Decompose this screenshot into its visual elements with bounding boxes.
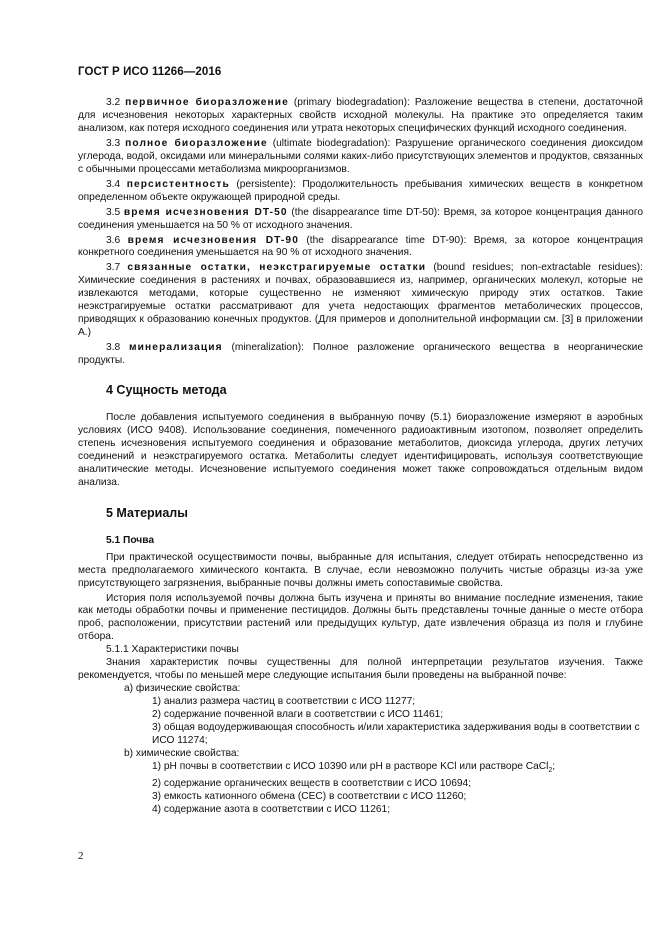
list-item-b3: 3) емкость катионного обмена (CEC) в соответствии с ИСО 11260; xyxy=(152,790,467,802)
definition-3-6 xyxy=(78,235,643,261)
def-number: 3.7 xyxy=(106,262,121,274)
def-number: 3.6 xyxy=(106,234,121,246)
soil-paragraph-2: История поля используемой почвы должна быть изучена и приняты во внимание последние изменения, такие как методы обработки почвы и применение пестицидов. Должны быть представлены точные данные о месте отбора проб, расположении, присутствии растений или предыдущих культур, дате извлечения образца из поля и глубине отбора. xyxy=(78,592,643,643)
def-text: (mineralization): Полное разложение органического вещества в неорганические продукты. xyxy=(78,342,643,367)
list-item-b1-text: 1) pH почвы в соответствии с ИСО 10390 или pH в растворе KCl или растворе CaCl xyxy=(152,760,549,772)
def-number: 3.4 xyxy=(106,178,121,190)
def-number: 3.5 xyxy=(106,206,121,218)
def-text: (the disappearance time DT-50): Время, за которое концентрация данного соединения уменьшается на 50 % от исходного значения. xyxy=(78,206,643,231)
running-header: ГОСТ Р ИСО 11266—2016 xyxy=(78,66,222,78)
definitions-list xyxy=(78,97,643,368)
list-item-a: а) физические свойства: xyxy=(124,683,241,695)
def-term: первичное биоразложение xyxy=(125,97,289,108)
def-text: (bound residues; non-extractable residues): Химические соединения в растениях и почвах, образовавшиеся из, например, органических молекул, которые не извлекаются методами, которые существенно не изменяют химическую природу этих остатков. Такие неэкстрагируемые остатки рассматривают для учета недостающих фрагментов метаболических процессов, приводящих к образованию конечных продуктов. (Для примеров и дополнительной информации см. [3] в приложении А.) xyxy=(78,262,643,339)
list-item-a3 xyxy=(78,722,643,748)
section-4-heading: 4 Сущность метода xyxy=(106,383,227,398)
subsection-5-1-heading: 5.1 Почва xyxy=(106,534,154,546)
definition-3-3 xyxy=(78,138,643,177)
def-term: время исчезновения DT-50 xyxy=(123,206,288,218)
definition-3-4 xyxy=(78,179,643,205)
list-item-a2: 2) содержание почвенной влаги в соответствии с ИСО 11461; xyxy=(152,709,444,721)
def-term: персистентность xyxy=(126,178,230,190)
def-number: 3.3 xyxy=(106,137,121,149)
def-term: полное биоразложение xyxy=(125,137,268,149)
definition-3-8 xyxy=(78,342,643,368)
def-text: (the disappearance time DT-90): Время, за которое концентрация конкретного соединения уменьшается на 90 % от исходного значения. xyxy=(78,234,643,259)
list-item-b1-end: ; xyxy=(552,760,556,772)
list-item-b4: 4) содержание азота в соответствии с ИСО 11261; xyxy=(152,803,391,815)
list-item-b: b) химические свойства: xyxy=(124,747,240,759)
page-content xyxy=(78,95,643,817)
def-text: (primary biodegradation): Разложение вещества в степени, достаточной для исчезновения некоторых характерных свойств исходной молекулы. На практике это определяется таким анализом, как потеря исходного соединения или утрата некоторых специфических функций исходного соединения. xyxy=(78,97,643,134)
list-item-b1 xyxy=(78,761,643,778)
section-5-heading: 5 Материалы xyxy=(106,505,188,520)
def-text: (ultimate biodegradation): Разрушение органического соединения диоксидом углерода, водой, оксидами или минеральными солями каких-либо присутствующих элементов и продуктов, связанных с обычными процессами метаболизма микроорганизмов. xyxy=(78,137,643,175)
definition-3-5 xyxy=(78,207,643,233)
definition-3-2 xyxy=(78,97,643,136)
page-number: 2 xyxy=(78,850,84,862)
soil-paragraph-1: При практической осуществимости почвы, выбранные для испытания, следует отбирать непосредственно из места предполагаемого химического контакта. В случае, если невозможно получить чистые образцы из-за уже присутствующего загрязнения, выбранные почвы должны иметь сопоставимые свойства. xyxy=(78,551,643,589)
def-number: 3.8 xyxy=(106,342,121,354)
list-item-a3-text: 3) общая водоудерживающая способность и/или характеристика задерживания воды в соответствии с ИСО 11274; xyxy=(152,722,640,746)
def-number: 3.2 xyxy=(106,97,121,108)
subscript: 2 xyxy=(548,766,553,774)
section-4-text: После добавления испытуемого соединения в выбранную почву (5.1) биоразложение измеряют в аэробных условиях (ИСО 9408). Использование соединения, помеченного радиоактивным изотопом, позволяет определить степень исчезновения испытуемого соединения и образование метаболитов, диоксида углерода, других летучих соединений и неэкстрагируемого остатка. Метаболиты следует идентифицировать, используя соответствующие аналитические методы. Исчезновение испытуемого соединения может также сопровождаться отдельным видом анализа. xyxy=(78,412,643,488)
soil-paragraph-3: Знания характеристик почвы существенны для полной интерпретации результатов изучения. Также рекомендуется, чтобы по меньшей мере следующие испытания были проведены на выбранной почве: xyxy=(78,657,643,682)
def-term: минерализация xyxy=(129,342,223,354)
def-text: (persistente): Продолжительность пребывания химических веществ в конкретном определенном объекте окружающей природной среды. xyxy=(78,178,643,203)
list-item-b2: 2) содержание органических веществ в соответствии с ИСО 10694; xyxy=(152,777,472,789)
definition-3-7 xyxy=(78,262,643,340)
def-term: время исчезновения DT-90 xyxy=(127,234,299,246)
soil-tests-list xyxy=(78,683,643,817)
list-item-a1: 1) анализ размера частиц в соответствии с ИСО 11277; xyxy=(152,696,416,708)
subsection-5-1-1-heading: 5.1.1 Характеристики почвы xyxy=(106,644,239,656)
def-term: связанные остатки, неэкстрагируемые остатки xyxy=(127,262,427,274)
